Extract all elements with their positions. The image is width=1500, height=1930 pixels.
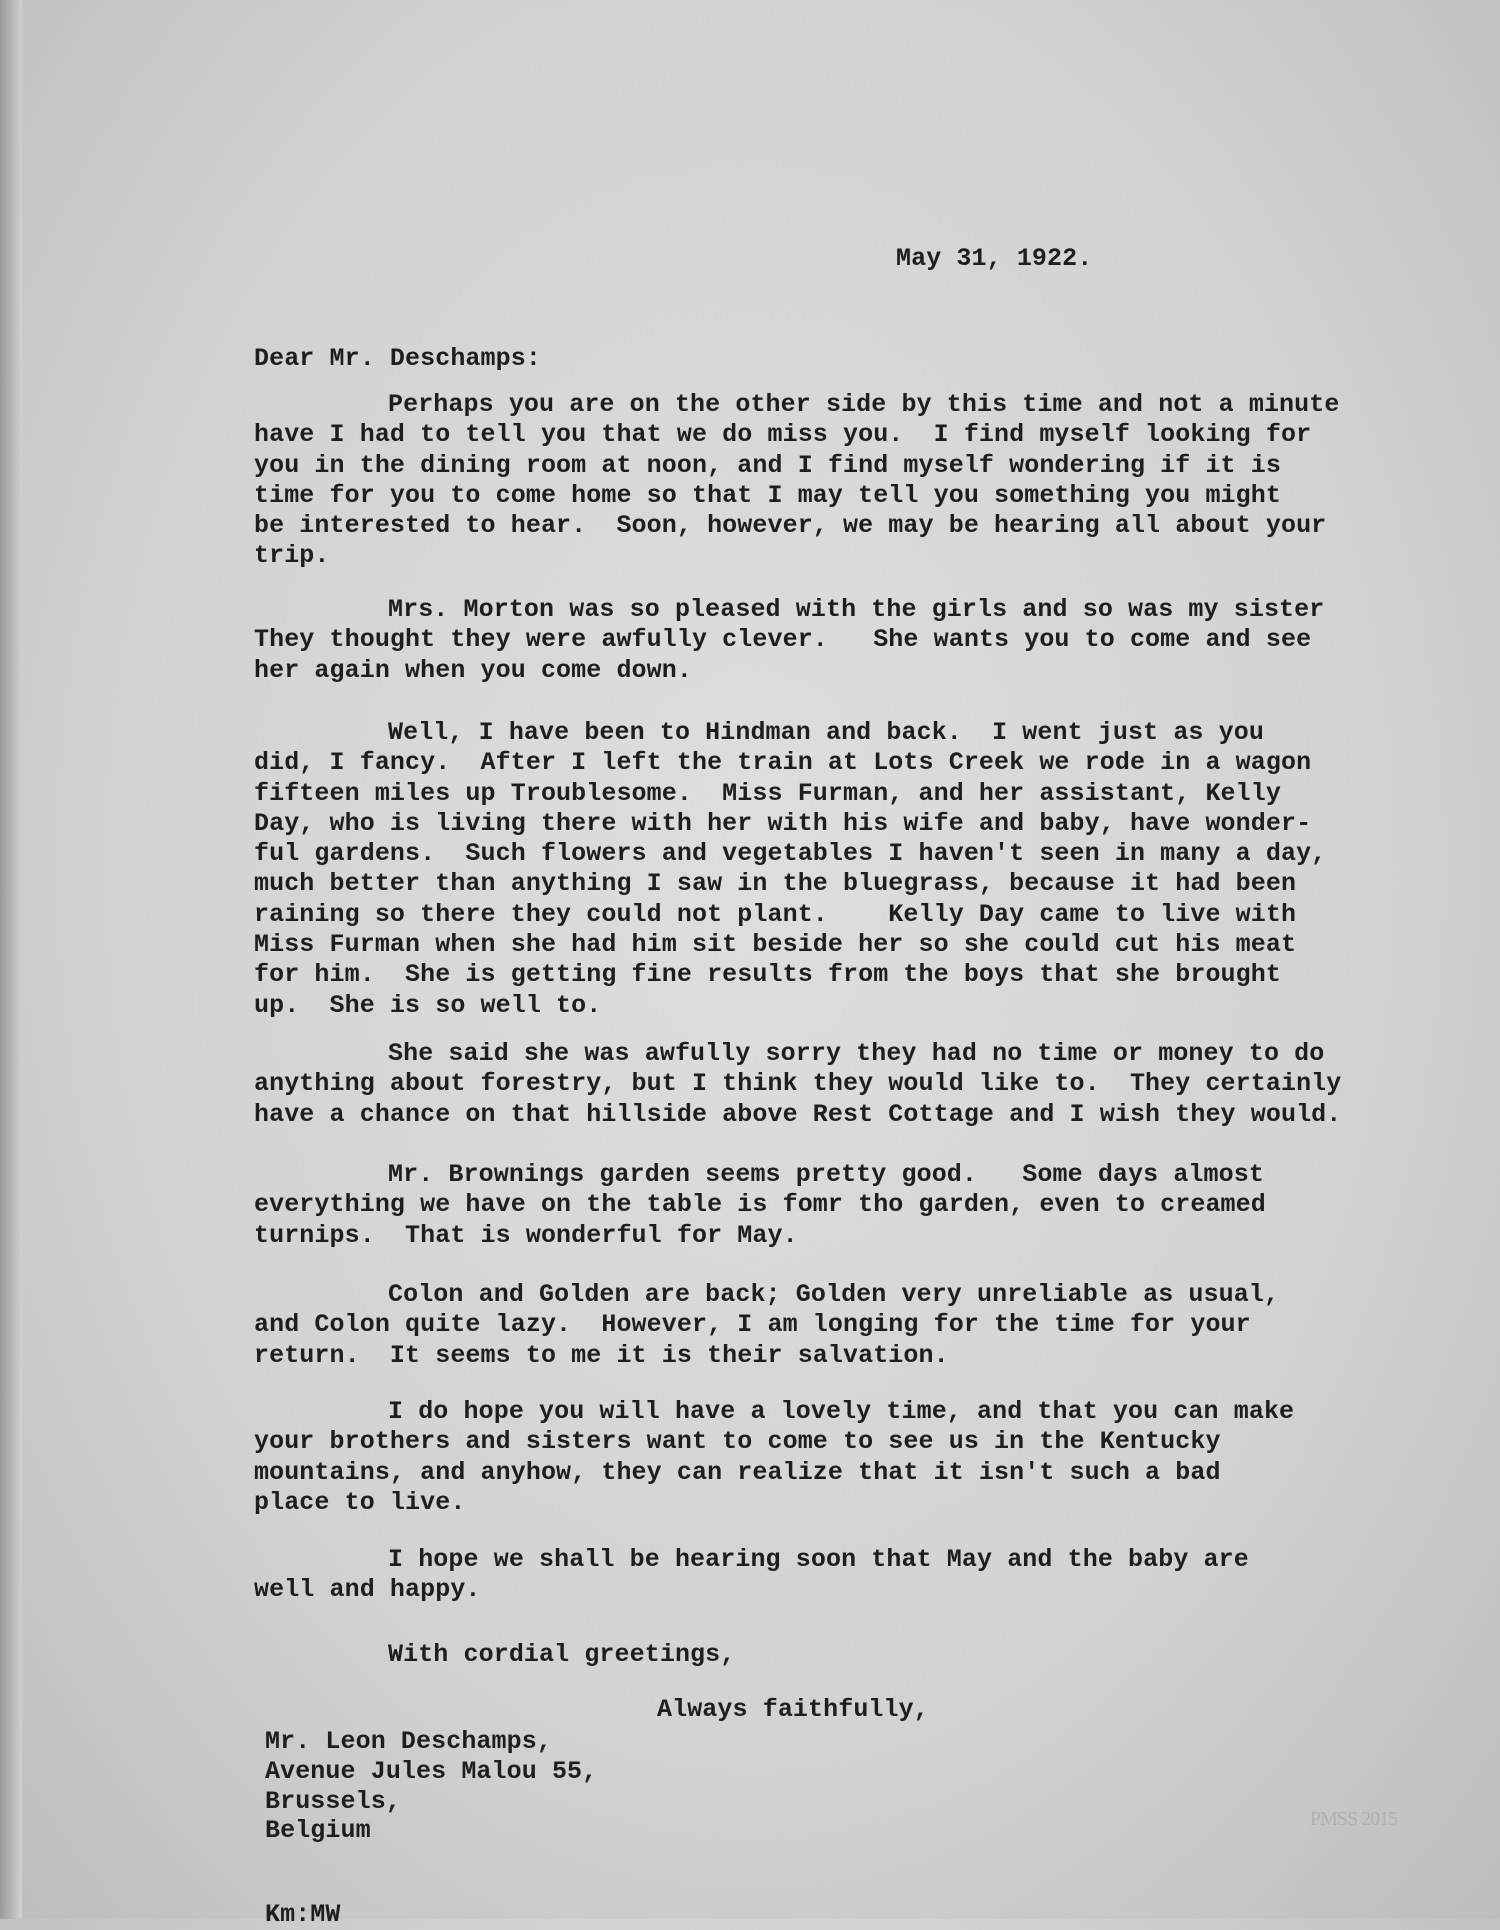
paragraph-line: Mrs. Morton was so pleased with the girls and so was my sister (388, 595, 1325, 624)
sign-off: Always faithfully, (657, 1695, 929, 1724)
paragraph (254, 1160, 1266, 1251)
archive-stamp: PMSS 2015 (1310, 1808, 1398, 1830)
paragraph-line: be interested to hear. Soon, however, we may be hearing all about your (254, 511, 1327, 541)
paragraph-line: everything we have on the table is fomr tho garden, even to creamed (254, 1190, 1266, 1220)
paragraph-line: have a chance on that hillside above Rest Cottage and I wish they would. (254, 1099, 1342, 1129)
paragraph-line: her again when you come down. (254, 655, 692, 685)
reference-initials: Km:MW (265, 1900, 341, 1929)
address-line: Mr. Leon Deschamps, (265, 1727, 552, 1756)
paragraph-line: for him. She is getting fine results from the boys that she brought (254, 960, 1281, 990)
paragraph-line: I hope we shall be hearing soon that May and the baby are (388, 1545, 1249, 1574)
address-line: Avenue Jules Malou 55, (265, 1756, 598, 1786)
paragraph-line: She said she was awfully sorry they had no time or money to do (388, 1039, 1325, 1068)
paragraph-line: time for you to come home so that I may tell you something you might (254, 480, 1281, 510)
paragraph (254, 390, 1339, 572)
closing: With cordial greetings, (388, 1640, 736, 1669)
paragraph-line: Miss Furman when she had him sit beside her so she could cut his meat (254, 930, 1297, 960)
paragraph-line: raining so there they could not plant. Kelly Day came to live with (254, 899, 1297, 929)
paragraph (254, 1039, 1341, 1130)
paragraph-line: fifteen miles up Troublesome. Miss Furman, and her assistant, Kelly (254, 778, 1281, 808)
paragraph-line: I do hope you will have a lovely time, and that you can make (388, 1397, 1295, 1426)
paragraph-line: much better than anything I saw in the bluegrass, because it had been (254, 869, 1297, 899)
address-line: Belgium (265, 1816, 371, 1846)
letter-date: May 31, 1922. (896, 244, 1093, 273)
paragraph (254, 718, 1326, 1021)
paragraph-line: Mr. Brownings garden seems pretty good. Some days almost (388, 1160, 1264, 1189)
paragraph-line: place to live. (254, 1487, 466, 1517)
paragraph-line: you in the dining room at noon, and I find myself wondering if it is (254, 450, 1281, 480)
paragraph (254, 595, 1324, 686)
paragraph (254, 1545, 1249, 1606)
paragraph-line: your brothers and sisters want to come to see us in the Kentucky (254, 1427, 1221, 1457)
paragraph-line: trip. (254, 541, 330, 571)
paragraph (254, 1397, 1294, 1518)
paragraph-line: Well, I have been to Hindman and back. I went just as you (388, 718, 1264, 747)
paragraph-line: have I had to tell you that we do miss you. I find myself looking for (254, 420, 1312, 450)
paragraph-line: anything about forestry, but I think they would like to. They certainly (254, 1069, 1342, 1099)
paragraph-line: well and happy. (254, 1575, 481, 1605)
paragraph (254, 1280, 1279, 1371)
paragraph-line: turnips. That is wonderful for May. (254, 1220, 798, 1250)
page-edge-shadow (0, 0, 22, 1919)
paragraph-line: up. She is so well to. (254, 990, 602, 1020)
salutation: Dear Mr. Deschamps: (254, 344, 541, 373)
paragraph-line: return. It seems to me it is their salvation. (254, 1340, 949, 1370)
paragraph-line: mountains, and anyhow, they can realize that it isn't such a bad (254, 1457, 1221, 1487)
paragraph-line: ful gardens. Such flowers and vegetables I haven't seen in many a day, (254, 839, 1327, 869)
paragraph-line: Day, who is living there with her with his wife and baby, have wonder- (254, 808, 1312, 838)
paragraph-line: They thought they were awfully clever. She wants you to come and see (254, 625, 1312, 655)
paragraph-line: did, I fancy. After I left the train at Lots Creek we rode in a wagon (254, 748, 1312, 778)
paragraph-line: and Colon quite lazy. However, I am longing for the time for your (254, 1310, 1251, 1340)
address-line: Brussels, (265, 1786, 401, 1816)
paragraph-line: Colon and Golden are back; Golden very unreliable as usual, (388, 1280, 1280, 1309)
recipient-address (265, 1727, 597, 1846)
paragraph-line: Perhaps you are on the other side by this time and not a minute (388, 390, 1340, 419)
